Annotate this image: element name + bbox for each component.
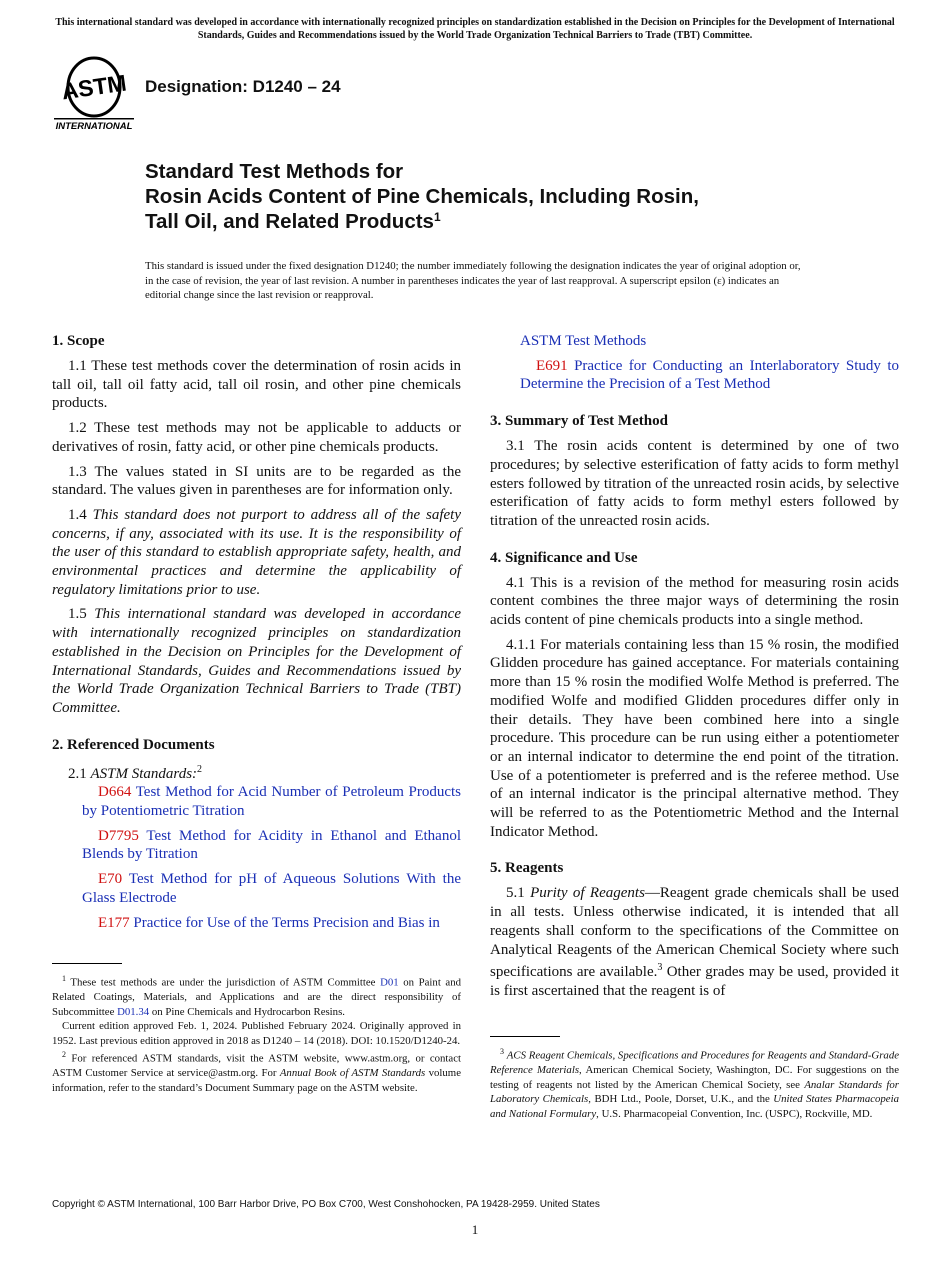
section-4-heading: 4. Significance and Use bbox=[490, 549, 638, 566]
para-3-1: 3.1 The rosin acids content is determined by one of two procedures; by selective esterification of fatty acids to form methyl esters followed by titration of the unreacted rosin acids, by selective esterification of fatty acids to form methyl esters followed by titration of the unreacted rosin acids. bbox=[490, 438, 899, 529]
section-1-heading: 1. Scope bbox=[52, 333, 105, 349]
page-number: 1 bbox=[471, 1222, 479, 1237]
para-1-5: 1.5 This international standard was developed in accordance with internationally recognized principles on standardization established in the Decision on Principles for the Development of International Standards, Guides and Recommendations issued by the World Trade Organization Technical Barriers to Trade (TBT) Committee. bbox=[52, 606, 461, 716]
title-line-2: Rosin Acids Content of Pine Chemicals, Including Rosin, bbox=[145, 185, 699, 208]
logo-text: ASTM bbox=[59, 69, 129, 105]
copyright: Copyright © ASTM International, 100 Barr Harbor Drive, PO Box C700, West Conshohocken, PA 19428-2959. United States bbox=[52, 1199, 600, 1210]
document-title bbox=[145, 159, 699, 234]
footnote-2: $^2$ For referenced ASTM standards, visit the ASTM website, www.astm.org, or contact ASTM Customer Service at service@astm.org. For Annual Book of ASTM Standards volume information, refer to the standard’s Document Summary page on the ASTM website. bbox=[52, 1050, 461, 1094]
ref-e691[interactable]: E691 Practice for Conducting an Interlaboratory Study to Determine the Precision of a Test Method bbox=[520, 357, 899, 393]
footnote-3: $^3$ ACS Reagent Chemicals, Specifications and Procedures for Reagents and Standard-Grade Reference Materials, American Chemical Society, Washington, DC. For suggestions on the testing of reagents not listed by the American Chemical Society, see Analar Standards for Laboratory Chemicals, BDH Ltd., Poole, Dorset, U.K., and the United States Pharmacopeia and National Formulary, U.S. Pharmacopeial Convention, Inc. (USPC), Rockville, MD. bbox=[490, 1047, 900, 1120]
link-d01[interactable]: D01 bbox=[380, 976, 399, 989]
para-1-1: 1.1 These test methods cover the determination of rosin acids in tall oil, tall oil fatty acid, tall oil rosin, and other pine chemicals products. bbox=[52, 358, 461, 412]
right-column bbox=[490, 332, 899, 1007]
para-1-3: 1.3 The values stated in SI units are to be regarded as the standard. The values given in parentheses are for information only. bbox=[52, 463, 461, 499]
title-footnote-mark: 1 bbox=[433, 210, 441, 224]
footnote-1: $^1$ These test methods are under the jurisdiction of ASTM Committee D01 on Paint and Related Coatings, Materials, and Applications and are the direct responsibility of Subcommittee D01.34 on Pine Chemicals and Hydrocarbon Resins. bbox=[52, 974, 461, 1018]
title-line-1: Standard Test Methods for bbox=[145, 160, 404, 183]
designation: Designation: D1240 – 24 bbox=[145, 77, 341, 96]
logo-subtext: INTERNATIONAL bbox=[55, 121, 133, 132]
section-3-heading: 3. Summary of Test Method bbox=[490, 413, 668, 430]
footnote-rule-right bbox=[490, 1036, 560, 1037]
para-4-1: 4.1 This is a revision of the method for measuring rosin acids content combines the three major ways of determining the rosin acids content of pine chemicals products into a single method. bbox=[490, 574, 899, 629]
ref-e70[interactable]: E70 Test Method for pH of Aqueous Solutions With the Glass Electrode bbox=[82, 871, 461, 906]
left-column bbox=[52, 332, 461, 938]
footnotes-right bbox=[490, 1036, 899, 1121]
astm-logo bbox=[52, 56, 136, 132]
para-1-4: 1.4 This standard does not purport to address all of the safety concerns, if any, associated with its use. It is the responsibility of the user of this standard to establish appropriate safety, health, and environmental practices and determine the applicability of regulatory limitations prior to use. bbox=[52, 506, 462, 598]
title-line-3: Tall Oil, and Related Products bbox=[145, 210, 434, 233]
ref-e177[interactable]: E177 Practice for Use of the Terms Precision and Bias in bbox=[98, 914, 440, 931]
para-1-2: 1.2 These test methods may not be applicable to adducts or derivatives of rosin, fatty acid, or other pine chemicals products. bbox=[52, 420, 461, 455]
section-5-heading: 5. Reagents bbox=[490, 860, 564, 877]
top-notice: This international standard was developed in accordance with internationally recognized principles on standardization established in the Decision on Principles for the Development of International Standards, Guides and Recommendations issued by the World Trade Organization Technical Barriers to Trade (TBT) Committee. bbox=[55, 17, 895, 41]
footnote-rule bbox=[52, 963, 122, 964]
footnote-1-edition: Current edition approved Feb. 1, 2024. Published February 2024. Originally approved in 1952. Last previous edition approved in 2018 as D1240 – 14 (2018). DOI: 10.1520/D1240-24. bbox=[52, 1020, 461, 1047]
intro-note: This standard is issued under the fixed designation D1240; the number immediately following the designation indicates the year of original adoption or, in the case of revision, the year of last revision. A number in parentheses indicates the year of last reapproval. A superscript epsilon (ε) indicates an editorial change since the last revision or reapproval. bbox=[145, 260, 801, 301]
ref-e177-continued[interactable]: ASTM Test Methods bbox=[520, 333, 647, 349]
para-2-1: 2.1 ASTM Standards:$^2$ bbox=[68, 763, 203, 782]
link-d01-34[interactable]: D01.34 bbox=[117, 1005, 150, 1018]
footnotes-left bbox=[52, 963, 461, 1095]
section-2-heading: 2. Referenced Documents bbox=[52, 736, 215, 753]
para-4-1-1: 4.1.1 For materials containing less than 15 % rosin, the modified Glidden procedure has gained acceptance. For materials containing more than 15 % rosin the modified Wolfe Method is preferred. The modified Wolfe and modified Glidden procedures differ only in their details. They have been combined here into a single procedure. This procedure can be run using either a potentiometer or an internal indicator to determine the end point of the titration. Use of a potentiometer is preferred and is the referee method. Use of an internal indicator is the principal alternative method. They will be referred to as the Potentiometric Method and the Internal Indicator Method. bbox=[490, 636, 899, 840]
para-5-1: 5.1 Purity of Reagents—Reagent grade chemicals shall be used in all tests. Unless otherwise indicated, it is intended that all reagents shall conform to the specifications of the Committee on Analytical Reagents of the American Chemical Society where such specifications are available.$^3$ Other grades may be used, provided it is first ascertained that the reagent is of bbox=[490, 885, 900, 999]
ref-d664[interactable]: D664 Test Method for Acid Number of Petroleum Products by Potentiometric Titration bbox=[82, 784, 461, 820]
ref-d7795[interactable]: D7795 Test Method for Acidity in Ethanol and Ethanol Blends by Titration bbox=[82, 827, 462, 863]
